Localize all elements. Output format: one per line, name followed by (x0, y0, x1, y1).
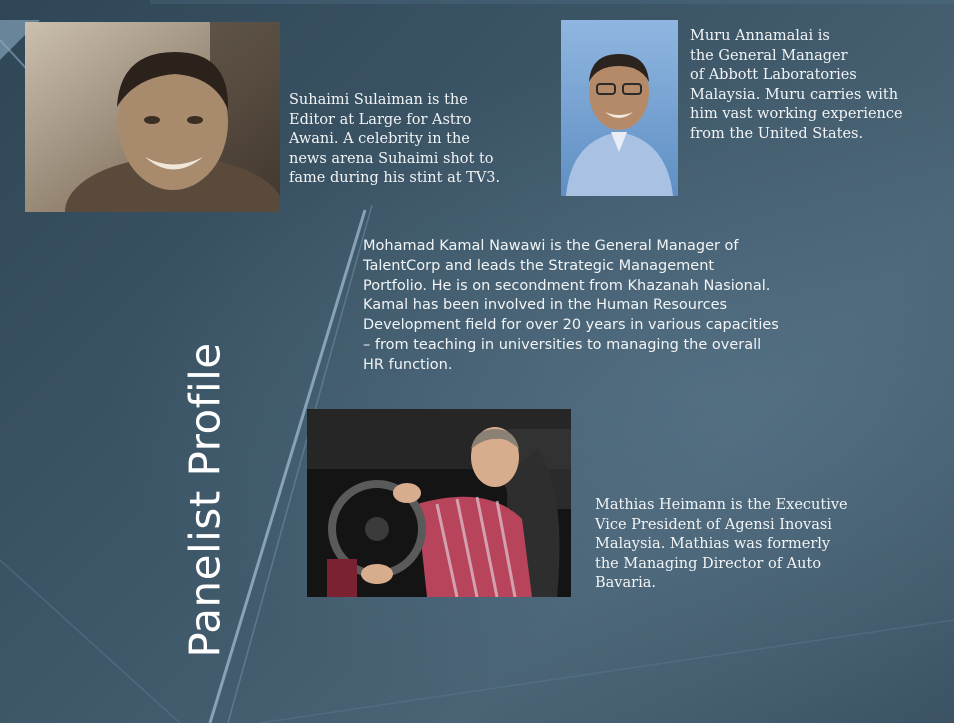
bio-muru-annamalai: Muru Annamalai is the General Manager of Abbott Laboratories Malaysia. Muru carries with him vast working experience from the United States. (690, 28, 903, 142)
bio-suhaimi-sulaiman: Suhaimi Sulaiman is the Editor at Large for Astro Awani. A celebrity in the news arena Suhaimi shot to fame during his stint at TV3. (289, 92, 501, 186)
photo-mathias-heimann (307, 409, 571, 597)
bio-mohamad-kamal-nawawi: Mohamad Kamal Nawawi is the General Manager of TalentCorp and leads the Strategic Management Portfolio. He is on secondment from Khazanah Nasional. Kamal has been involved in the Human Resources Development field for over 20 years in various capacities – from teaching in universities to managing the overall HR function. (363, 238, 779, 373)
bio-mathias-heimann: Mathias Heimann is the Executive Vice President of Agensi Inovasi Malaysia. Mathias was formerly the Managing Director of Auto Bavaria. (595, 497, 848, 591)
page-heading: Panelist Profile (180, 342, 230, 658)
photo-muru-annamalai (561, 20, 678, 196)
photo-suhaimi-sulaiman (25, 22, 280, 212)
